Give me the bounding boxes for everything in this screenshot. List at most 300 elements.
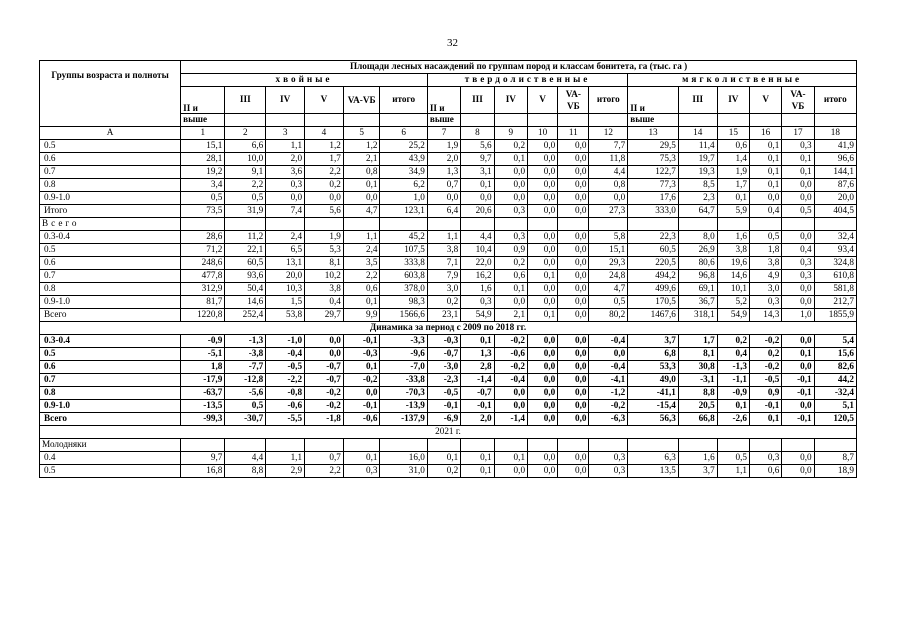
index-cell: 17 [782, 127, 814, 140]
table-cell: 0,6 [494, 270, 527, 283]
table-cell: 1,8 [181, 361, 225, 374]
table-cell: -0,8 [266, 387, 305, 400]
subcol-header-line2 [528, 114, 558, 127]
table-row [40, 361, 857, 374]
table-cell: -0,7 [305, 361, 344, 374]
table-cell: 3,6 [266, 166, 305, 179]
table-cell: 0,2 [427, 296, 460, 309]
table-cell: 20,0 [266, 270, 305, 283]
table-cell: 2,0 [427, 153, 460, 166]
table-cell: 2,4 [266, 231, 305, 244]
table-cell: -0,7 [461, 387, 494, 400]
table-cell: -0,5 [749, 374, 781, 387]
subcol-header: V [749, 87, 781, 114]
table-cell: 0,0 [558, 270, 589, 283]
table-cell: 3,5 [343, 257, 380, 270]
table-cell: 0,3 [266, 179, 305, 192]
table-cell: 4,7 [343, 205, 380, 218]
table-cell: 333,8 [380, 257, 427, 270]
table-cell: 248,6 [181, 257, 225, 270]
table-cell: 378,0 [380, 283, 427, 296]
table-cell: -0,6 [266, 400, 305, 413]
table-cell: 13,5 [628, 465, 679, 478]
subcol-header: III [461, 87, 494, 114]
table-cell: 56,3 [628, 413, 679, 426]
table-cell: 54,9 [717, 309, 749, 322]
table-cell: 312,9 [181, 283, 225, 296]
table-cell: 0,3 [749, 452, 781, 465]
empty-cell [678, 439, 717, 452]
empty-cell [427, 439, 460, 452]
table-cell: 0,6 [717, 140, 749, 153]
table-cell: 14,3 [749, 309, 781, 322]
table-cell: -0,7 [427, 348, 460, 361]
dynamics-heading [40, 322, 857, 335]
table-row [40, 192, 857, 205]
table-cell: 122,7 [628, 166, 679, 179]
table-cell: 0,0 [558, 387, 589, 400]
subcol-header-line2 [494, 114, 527, 127]
row-label: 0.9-1.0 [40, 192, 181, 205]
table-cell: 7,1 [427, 257, 460, 270]
subcol-header: VA-VБ [782, 87, 814, 114]
table-cell: 31,0 [380, 465, 427, 478]
empty-cell [717, 218, 749, 231]
table-cell: 3,8 [427, 244, 460, 257]
table-cell: -1,3 [225, 335, 266, 348]
empty-cell [558, 218, 589, 231]
table-cell: 10,4 [461, 244, 494, 257]
table-cell: 29,5 [628, 140, 679, 153]
table-cell: 0,0 [528, 348, 558, 361]
table-cell: -0,1 [461, 400, 494, 413]
subcol-header-line2 [266, 114, 305, 127]
table-cell: -0,2 [749, 361, 781, 374]
table-cell: 0,0 [558, 361, 589, 374]
table-cell: 75,3 [628, 153, 679, 166]
table-cell: 25,2 [380, 140, 427, 153]
table-cell: 10,2 [305, 270, 344, 283]
index-cell: А [40, 127, 181, 140]
index-cell: 9 [494, 127, 527, 140]
table-cell: 0,0 [782, 231, 814, 244]
table-cell: 1,1 [266, 140, 305, 153]
page-number: 32 [447, 37, 458, 49]
row-label: 0.5 [40, 348, 181, 361]
table-cell: 494,2 [628, 270, 679, 283]
table-cell: 20,0 [814, 192, 856, 205]
table-cell: -1,3 [717, 361, 749, 374]
table-cell: 0,0 [782, 361, 814, 374]
table-cell: 16,2 [461, 270, 494, 283]
table-cell: 0,3 [749, 296, 781, 309]
table-cell: -0,4 [589, 361, 628, 374]
table-cell: 0,0 [589, 348, 628, 361]
table-row [40, 140, 857, 153]
table-cell: -1,4 [494, 413, 527, 426]
table-cell: 0,0 [558, 400, 589, 413]
table-cell: 6,8 [628, 348, 679, 361]
table-row [40, 348, 857, 361]
index-cell: 7 [427, 127, 460, 140]
subcol-header-line2 [461, 114, 494, 127]
table-cell: 0,0 [528, 192, 558, 205]
table-cell: 0,1 [461, 179, 494, 192]
table-cell: 71,2 [181, 244, 225, 257]
table-cell: 0,0 [558, 283, 589, 296]
table-cell: 0,2 [427, 465, 460, 478]
table-cell: -3,0 [427, 361, 460, 374]
table-cell: 5,4 [814, 335, 856, 348]
row-label: 0.8 [40, 283, 181, 296]
table-cell: 1,7 [305, 153, 344, 166]
table-cell: 80,2 [589, 309, 628, 322]
table-cell: 0,0 [528, 296, 558, 309]
table-cell: -0,6 [494, 348, 527, 361]
table-cell: 2,4 [343, 244, 380, 257]
subcol-header: итого [380, 87, 427, 114]
row-label: 0.3-0.4 [40, 335, 181, 348]
table-cell: 3,8 [717, 244, 749, 257]
table-cell: 8,0 [678, 231, 717, 244]
table-cell: -0,1 [343, 335, 380, 348]
table-cell: 15,6 [814, 348, 856, 361]
table-cell: 87,6 [814, 179, 856, 192]
table-cell: 10,1 [717, 283, 749, 296]
table-cell: 0,0 [494, 166, 527, 179]
young-heading [40, 439, 857, 452]
table-cell: 1,2 [305, 140, 344, 153]
dynamics-heading-label: Динамика за период с 2009 по 2018 гг. [40, 322, 857, 335]
table-cell: 0,1 [782, 153, 814, 166]
table-cell: 0,0 [528, 400, 558, 413]
empty-cell [461, 218, 494, 231]
table-cell: 22,0 [461, 257, 494, 270]
table-cell: -9,6 [380, 348, 427, 361]
table-cell: 0,0 [528, 283, 558, 296]
subcol-header-line2 [380, 114, 427, 127]
empty-cell [814, 218, 856, 231]
table-cell: 64,7 [678, 205, 717, 218]
subcol-header-line2 [749, 114, 781, 127]
table-cell: 1,7 [678, 335, 717, 348]
row-label: 0.8 [40, 387, 181, 400]
table-cell: -0,2 [749, 335, 781, 348]
table-row [40, 231, 857, 244]
table-cell: 54,9 [461, 309, 494, 322]
table-cell: 0,0 [494, 296, 527, 309]
table-cell: 16,8 [181, 465, 225, 478]
index-cell: 16 [749, 127, 781, 140]
table-cell: 4,4 [225, 452, 266, 465]
empty-cell [343, 218, 380, 231]
group-header: хвойные [181, 74, 428, 87]
subcol-header: IV [717, 87, 749, 114]
table-cell: -6,9 [427, 413, 460, 426]
table-cell: -6,3 [589, 413, 628, 426]
table-cell: 0,0 [528, 413, 558, 426]
table-cell: 0,8 [589, 179, 628, 192]
table-cell: 1,9 [427, 140, 460, 153]
row-label: 0.9-1.0 [40, 296, 181, 309]
index-cell: 15 [717, 127, 749, 140]
empty-cell [589, 439, 628, 452]
empty-cell [380, 439, 427, 452]
index-cell: 10 [528, 127, 558, 140]
table-cell: 0,3 [343, 465, 380, 478]
table-cell: 144,1 [814, 166, 856, 179]
subcol-header: V [305, 87, 344, 114]
table-cell: 0,1 [749, 166, 781, 179]
table-cell: 0,2 [494, 257, 527, 270]
index-cell: 13 [628, 127, 679, 140]
table-cell: 45,2 [380, 231, 427, 244]
table-cell: 9,7 [181, 452, 225, 465]
table-cell: 27,3 [589, 205, 628, 218]
table-cell: -1,1 [717, 374, 749, 387]
subcol-header-line2 [678, 114, 717, 127]
table-cell: 212,7 [814, 296, 856, 309]
table-cell: 0,1 [749, 413, 781, 426]
table-cell: -0,2 [305, 400, 344, 413]
index-cell: 12 [589, 127, 628, 140]
table-row [40, 400, 857, 413]
table-cell: 0,0 [558, 335, 589, 348]
table-cell: 0,0 [461, 192, 494, 205]
table-cell: 0,4 [782, 244, 814, 257]
table-cell: 20,5 [678, 400, 717, 413]
table-cell: 0,1 [343, 296, 380, 309]
table-cell: -3,3 [380, 335, 427, 348]
table-cell: 17,6 [628, 192, 679, 205]
table-cell: -0,2 [494, 361, 527, 374]
table-cell: 11,2 [225, 231, 266, 244]
empty-cell [305, 439, 344, 452]
table-cell: 0,3 [782, 140, 814, 153]
row-label: 0.7 [40, 166, 181, 179]
table-cell: 22,3 [628, 231, 679, 244]
table-cell: 0,8 [343, 166, 380, 179]
table-cell: 0,2 [749, 348, 781, 361]
empty-cell [494, 218, 527, 231]
table-row [40, 179, 857, 192]
table-cell: 0,0 [558, 179, 589, 192]
empty-cell [628, 439, 679, 452]
table-cell: 0,0 [782, 283, 814, 296]
table-cell: -5,1 [181, 348, 225, 361]
table-row [40, 465, 857, 478]
table-cell: 1,9 [305, 231, 344, 244]
table-cell: 7,9 [427, 270, 460, 283]
table-row [40, 387, 857, 400]
empty-cell [461, 439, 494, 452]
table-cell: 0,1 [717, 192, 749, 205]
table-cell: -5,5 [266, 413, 305, 426]
table-cell: -30,7 [225, 413, 266, 426]
row-label: 0.5 [40, 244, 181, 257]
table-cell: 0,5 [225, 192, 266, 205]
table-cell: 0,0 [558, 244, 589, 257]
empty-cell [305, 218, 344, 231]
table-cell: 0,5 [782, 205, 814, 218]
row-label: 0.4 [40, 452, 181, 465]
table-cell: 1,9 [717, 166, 749, 179]
table-cell: 2,2 [225, 179, 266, 192]
table-cell: 0,7 [427, 179, 460, 192]
table-cell: 1467,6 [628, 309, 679, 322]
table-cell: 96,8 [678, 270, 717, 283]
table-cell: 123,1 [380, 205, 427, 218]
table-cell: -0,2 [343, 374, 380, 387]
subcol-header-line2: выше [628, 114, 679, 127]
year-heading [40, 426, 857, 439]
table-cell: -7,0 [380, 361, 427, 374]
table-cell: 11,8 [589, 153, 628, 166]
table-cell: 2,2 [305, 465, 344, 478]
table-cell: -0,1 [343, 400, 380, 413]
table-cell: -2,2 [266, 374, 305, 387]
table-cell: 60,5 [225, 257, 266, 270]
table-cell: 2,1 [343, 153, 380, 166]
empty-cell [380, 218, 427, 231]
table-cell: 15,1 [181, 140, 225, 153]
row-label: 0.9-1.0 [40, 400, 181, 413]
table-cell: 0,0 [266, 192, 305, 205]
table-cell: -0,9 [717, 387, 749, 400]
table-cell: 0,2 [305, 179, 344, 192]
empty-cell [589, 218, 628, 231]
table-cell: 0,0 [558, 231, 589, 244]
table-cell: 0,0 [782, 296, 814, 309]
young-heading-label: Молодняки [40, 439, 181, 452]
table-row [40, 296, 857, 309]
table-title: Площади лесных насаждений по группам пород и классам бонитета, га (тыс. га ) [181, 61, 857, 74]
table-cell: 0,0 [528, 244, 558, 257]
table-cell: -0,2 [305, 387, 344, 400]
table-cell: 0,0 [528, 205, 558, 218]
table-cell: 0,0 [782, 192, 814, 205]
table-cell: 1,0 [380, 192, 427, 205]
table-cell: 0,6 [343, 283, 380, 296]
table-cell: 1,2 [343, 140, 380, 153]
table-cell: 23,1 [427, 309, 460, 322]
table-cell: 0,4 [305, 296, 344, 309]
table-cell: 5,8 [589, 231, 628, 244]
table-cell: 10,3 [266, 283, 305, 296]
table-cell: 1,5 [266, 296, 305, 309]
table-cell: 0,0 [782, 400, 814, 413]
index-cell: 8 [461, 127, 494, 140]
table-cell: 0,1 [528, 309, 558, 322]
table-cell: 0,0 [305, 192, 344, 205]
table-cell: 0,0 [528, 361, 558, 374]
table-cell: 0,1 [749, 140, 781, 153]
table-cell: 1855,9 [814, 309, 856, 322]
table-cell: 3,7 [628, 335, 679, 348]
empty-cell [814, 439, 856, 452]
table-cell: -2,3 [427, 374, 460, 387]
table-cell: -0,2 [494, 335, 527, 348]
table-cell: 8,8 [678, 387, 717, 400]
table-cell: 0,0 [558, 348, 589, 361]
table-cell: 19,3 [678, 166, 717, 179]
index-cell: 6 [380, 127, 427, 140]
table-cell: -0,2 [589, 400, 628, 413]
table-cell: -70,3 [380, 387, 427, 400]
table-cell: -0,1 [782, 413, 814, 426]
table-cell: 0,4 [717, 348, 749, 361]
table-cell: -99,3 [181, 413, 225, 426]
table-cell: 0,3 [461, 296, 494, 309]
empty-cell [528, 439, 558, 452]
table-cell: -1,4 [461, 374, 494, 387]
table-cell: 0,5 [181, 192, 225, 205]
row-label: 0.5 [40, 465, 181, 478]
table-cell: 6,4 [427, 205, 460, 218]
table-cell: -0,4 [589, 335, 628, 348]
table-cell: -0,3 [427, 335, 460, 348]
table-cell: 6,5 [266, 244, 305, 257]
table-cell: 170,5 [628, 296, 679, 309]
subcol-header: IV [494, 87, 527, 114]
row-label: 0.5 [40, 140, 181, 153]
table-cell: 6,6 [225, 140, 266, 153]
subcol-header: III [225, 87, 266, 114]
table-cell: 34,9 [380, 166, 427, 179]
vsego-heading [40, 218, 857, 231]
table-cell: 1,1 [266, 452, 305, 465]
table-cell: 0,0 [782, 465, 814, 478]
table-cell: 11,4 [678, 140, 717, 153]
table-cell: 2,1 [494, 309, 527, 322]
table-cell: 2,0 [461, 413, 494, 426]
table-cell: 4,9 [749, 270, 781, 283]
table-cell: 77,3 [628, 179, 679, 192]
empty-cell [678, 218, 717, 231]
table-cell: -137,9 [380, 413, 427, 426]
table-cell: -33,8 [380, 374, 427, 387]
vsego-heading-label: Всего [40, 218, 181, 231]
table-cell: 3,1 [461, 166, 494, 179]
table-cell: 93,4 [814, 244, 856, 257]
table-cell: 53,3 [628, 361, 679, 374]
table-cell: 1,6 [461, 283, 494, 296]
table-cell: 5,1 [814, 400, 856, 413]
table-cell: 13,1 [266, 257, 305, 270]
empty-cell [181, 439, 225, 452]
table-cell: 0,0 [749, 192, 781, 205]
table-cell: -0,4 [494, 374, 527, 387]
index-cell: 11 [558, 127, 589, 140]
index-cell: 4 [305, 127, 344, 140]
index-cell: 1 [181, 127, 225, 140]
empty-cell [782, 439, 814, 452]
table-cell: 98,3 [380, 296, 427, 309]
table-cell: 0,0 [558, 192, 589, 205]
table-cell: 477,8 [181, 270, 225, 283]
table-cell: -1,0 [266, 335, 305, 348]
table-cell: 0,0 [558, 257, 589, 270]
table-cell: 8,1 [305, 257, 344, 270]
table-cell: 0,1 [461, 335, 494, 348]
table-cell: 0,0 [528, 465, 558, 478]
table-cell: 0,0 [305, 348, 344, 361]
table-cell: 0,0 [343, 387, 380, 400]
table-row [40, 335, 857, 348]
table-cell: 0,0 [494, 465, 527, 478]
empty-cell [628, 218, 679, 231]
table-cell: 6,3 [628, 452, 679, 465]
